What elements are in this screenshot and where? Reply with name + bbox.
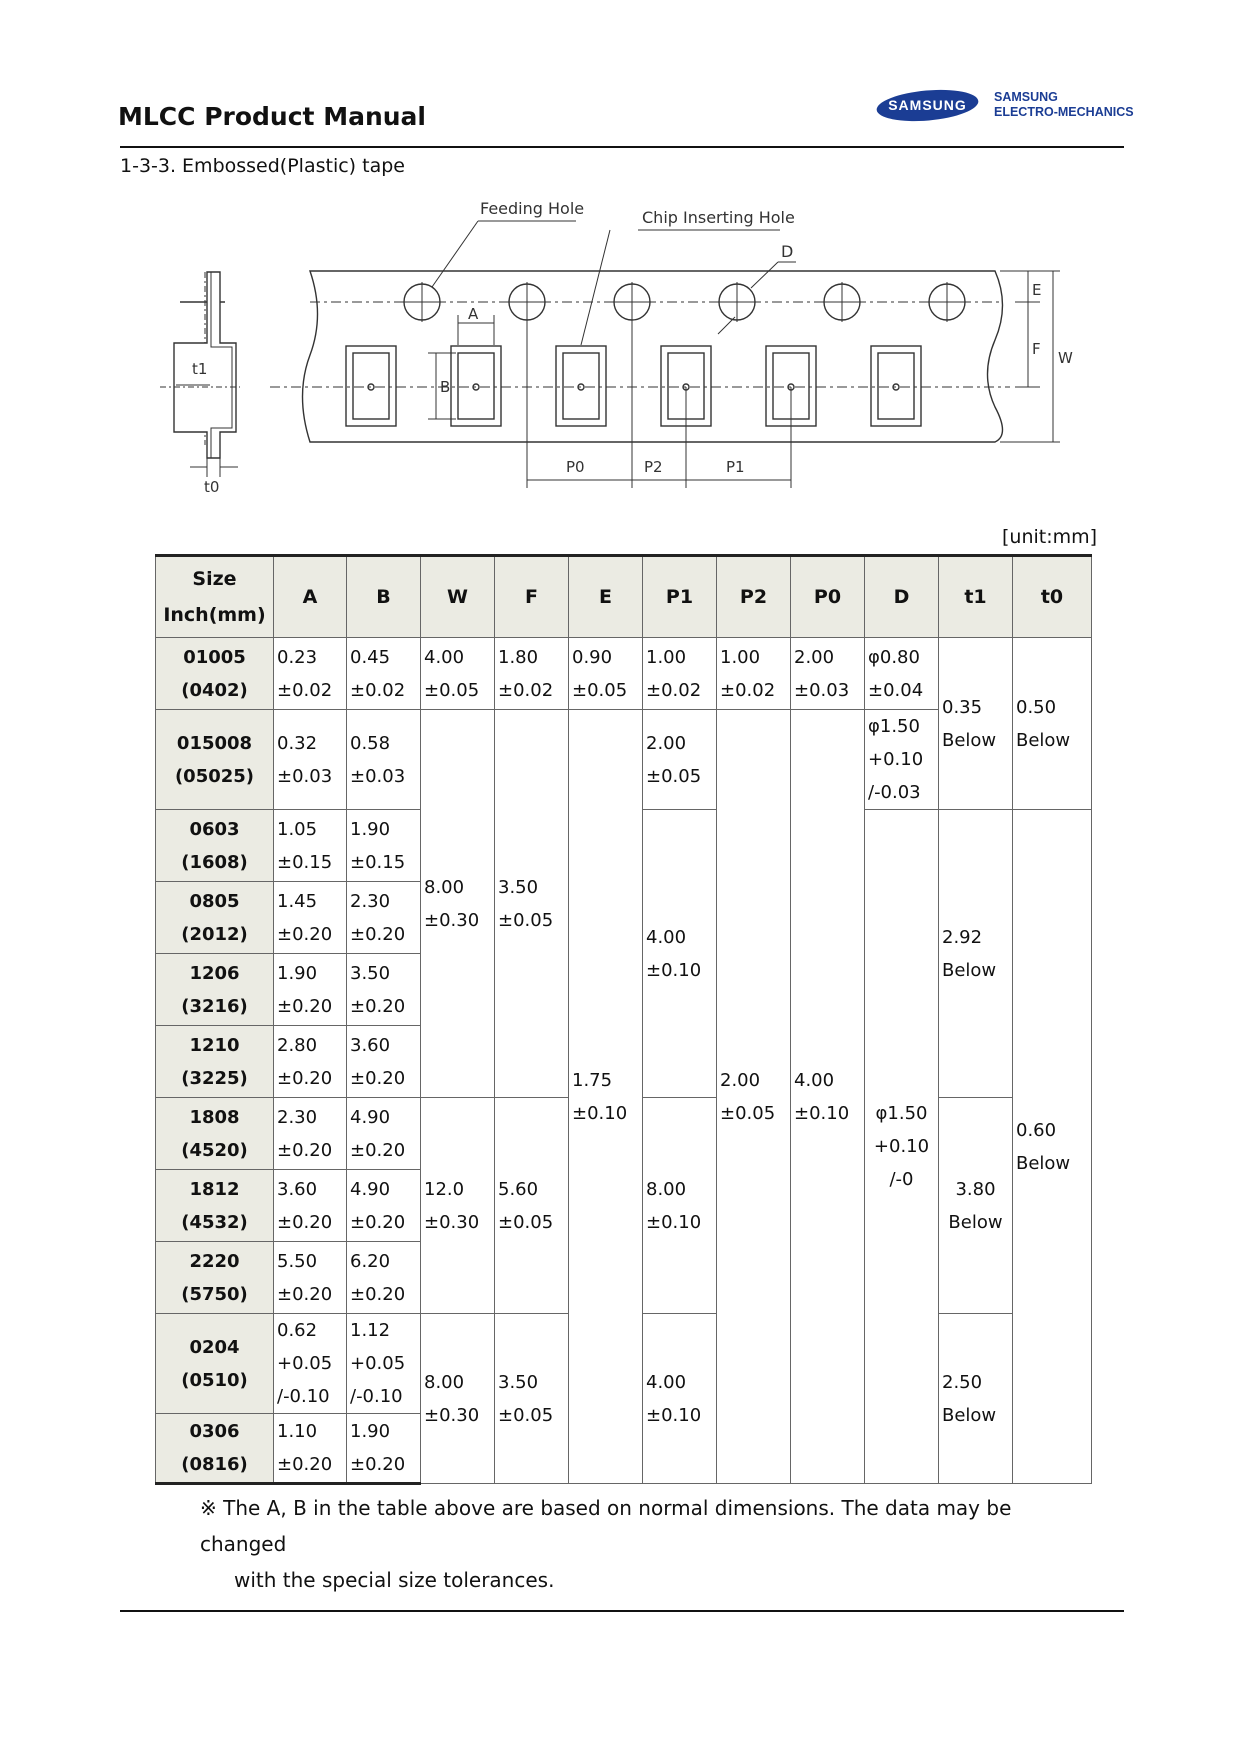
header-t1: t1 bbox=[939, 556, 1013, 638]
t1-cell: 0.35 Below bbox=[939, 638, 1013, 810]
size-cell: 01005 (0402) bbox=[156, 638, 274, 710]
b-cell: 3.60 ±0.20 bbox=[347, 1026, 421, 1098]
header-e: E bbox=[569, 556, 643, 638]
p1-cell: 8.00 ±0.10 bbox=[643, 1098, 717, 1314]
p0-label: P0 bbox=[566, 458, 585, 476]
w-label: W bbox=[1058, 349, 1073, 367]
p2-cell: 2.00 ±0.05 bbox=[717, 710, 791, 1484]
header-d: D bbox=[865, 556, 939, 638]
footnote-line-2: with the special size tolerances. bbox=[234, 1568, 555, 1592]
tape-strip bbox=[270, 271, 1010, 442]
a-cell: 2.80 ±0.20 bbox=[274, 1026, 347, 1098]
section-title: 1-3-3. Embossed(Plastic) tape bbox=[120, 155, 405, 177]
header-w: W bbox=[421, 556, 495, 638]
table-footnote bbox=[200, 1490, 1100, 1598]
header-t0: t0 bbox=[1013, 556, 1092, 638]
b-cell: 1.90 ±0.20 bbox=[347, 1414, 421, 1484]
size-cell: 1206 (3216) bbox=[156, 954, 274, 1026]
b-cell: 4.90 ±0.20 bbox=[347, 1098, 421, 1170]
w-cell: 8.00 ±0.30 bbox=[421, 1314, 495, 1484]
b-cell: 2.30 ±0.20 bbox=[347, 882, 421, 954]
feeding-hole-label: Feeding Hole bbox=[480, 199, 585, 218]
samsung-logo bbox=[876, 89, 979, 122]
size-cell: 2220 (5750) bbox=[156, 1242, 274, 1314]
d-cell: φ1.50 +0.10 /-0 bbox=[865, 810, 939, 1484]
b-cell: 0.45 ±0.02 bbox=[347, 638, 421, 710]
d-cell: φ0.80 ±0.04 bbox=[865, 638, 939, 710]
size-cell: 0805 (2012) bbox=[156, 882, 274, 954]
a-cell: 1.45 ±0.20 bbox=[274, 882, 347, 954]
t1-cell: 3.80 Below bbox=[939, 1098, 1013, 1314]
size-cell: 1808 (4520) bbox=[156, 1098, 274, 1170]
p1-cell: 4.00 ±0.10 bbox=[643, 1314, 717, 1484]
t1-cell: 2.50 Below bbox=[939, 1314, 1013, 1484]
p2-cell: 1.00 ±0.02 bbox=[717, 638, 791, 710]
a-cell: 0.62 +0.05 /-0.10 bbox=[274, 1314, 347, 1414]
logo-mark-text: SAMSUNG bbox=[888, 97, 967, 113]
size-cell: 0603 (1608) bbox=[156, 810, 274, 882]
d-label: D bbox=[781, 242, 794, 261]
header-f: F bbox=[495, 556, 569, 638]
e-cell: 1.75 ±0.10 bbox=[569, 710, 643, 1484]
f-cell: 3.50 ±0.05 bbox=[495, 710, 569, 1098]
p1-cell: 4.00 ±0.10 bbox=[643, 810, 717, 1098]
logo-wordmark bbox=[994, 90, 1134, 120]
footer-rule bbox=[120, 1610, 1124, 1612]
unit-label: [unit:mm] bbox=[1002, 526, 1098, 548]
a-cell: 2.30 ±0.20 bbox=[274, 1098, 347, 1170]
size-cell: 1812 (4532) bbox=[156, 1170, 274, 1242]
b-cell: 3.50 ±0.20 bbox=[347, 954, 421, 1026]
t1-label: t1 bbox=[192, 360, 208, 378]
p0-cell: 4.00 ±0.10 bbox=[791, 710, 865, 1484]
chip-inserting-hole-label: Chip Inserting Hole bbox=[642, 208, 795, 227]
b-cell: 6.20 ±0.20 bbox=[347, 1242, 421, 1314]
p0-cell: 2.00 ±0.03 bbox=[791, 638, 865, 710]
header-p0: P0 bbox=[791, 556, 865, 638]
f-label: F bbox=[1032, 340, 1041, 358]
b-cell: 4.90 ±0.20 bbox=[347, 1170, 421, 1242]
a-cell: 0.32 ±0.03 bbox=[274, 710, 347, 810]
b-label: B bbox=[440, 378, 451, 396]
size-cell: 1210 (3225) bbox=[156, 1026, 274, 1098]
dimension-e-f-w bbox=[1000, 271, 1073, 442]
t0-cell: 0.50 Below bbox=[1013, 638, 1092, 810]
a-cell: 3.60 ±0.20 bbox=[274, 1170, 347, 1242]
tape-side-profile bbox=[160, 272, 240, 496]
header-p2: P2 bbox=[717, 556, 791, 638]
logo-line-2: ELECTRO-MECHANICS bbox=[994, 105, 1134, 119]
a-cell: 1.90 ±0.20 bbox=[274, 954, 347, 1026]
f-cell: 1.80 ±0.02 bbox=[495, 638, 569, 710]
p2-label: P2 bbox=[644, 458, 663, 476]
logo-line-1: SAMSUNG bbox=[994, 90, 1058, 104]
b-cell: 0.58 ±0.03 bbox=[347, 710, 421, 810]
w-cell: 4.00 ±0.05 bbox=[421, 638, 495, 710]
a-label: A bbox=[468, 305, 479, 323]
b-cell: 1.90 ±0.15 bbox=[347, 810, 421, 882]
t0-cell: 0.60 Below bbox=[1013, 810, 1092, 1484]
header-rule bbox=[120, 146, 1124, 148]
header-p1: P1 bbox=[643, 556, 717, 638]
embossed-tape-spec-table bbox=[155, 554, 1092, 1485]
b-cell: 1.12 +0.05 /-0.10 bbox=[347, 1314, 421, 1414]
a-cell: 1.05 ±0.15 bbox=[274, 810, 347, 882]
a-cell: 5.50 ±0.20 bbox=[274, 1242, 347, 1314]
header-a: A bbox=[274, 556, 347, 638]
f-cell: 5.60 ±0.05 bbox=[495, 1098, 569, 1314]
p1-label: P1 bbox=[726, 458, 745, 476]
w-cell: 12.0 ±0.30 bbox=[421, 1098, 495, 1314]
e-cell: 0.90 ±0.05 bbox=[569, 638, 643, 710]
d-cell: φ1.50 +0.10 /-0.03 bbox=[865, 710, 939, 810]
e-label: E bbox=[1032, 281, 1042, 299]
tape-diagram bbox=[160, 195, 1080, 505]
w-cell: 8.00 ±0.30 bbox=[421, 710, 495, 1098]
footnote-line-1: ※ The A, B in the table above are based on normal dimensions. The data may be changed bbox=[200, 1496, 1012, 1556]
header-b: B bbox=[347, 556, 421, 638]
t0-label: t0 bbox=[204, 478, 220, 496]
t1-cell: 2.92 Below bbox=[939, 810, 1013, 1098]
header-size: Size Inch(mm) bbox=[156, 556, 274, 638]
size-cell: 015008 (05025) bbox=[156, 710, 274, 810]
a-cell: 1.10 ±0.20 bbox=[274, 1414, 347, 1484]
p1-cell: 1.00 ±0.02 bbox=[643, 638, 717, 710]
size-cell: 0306 (0816) bbox=[156, 1414, 274, 1484]
a-cell: 0.23 ±0.02 bbox=[274, 638, 347, 710]
size-cell: 0204 (0510) bbox=[156, 1314, 274, 1414]
p1-cell: 2.00 ±0.05 bbox=[643, 710, 717, 810]
table-row bbox=[156, 638, 1092, 710]
page-title: MLCC Product Manual bbox=[118, 102, 426, 131]
f-cell: 3.50 ±0.05 bbox=[495, 1314, 569, 1484]
